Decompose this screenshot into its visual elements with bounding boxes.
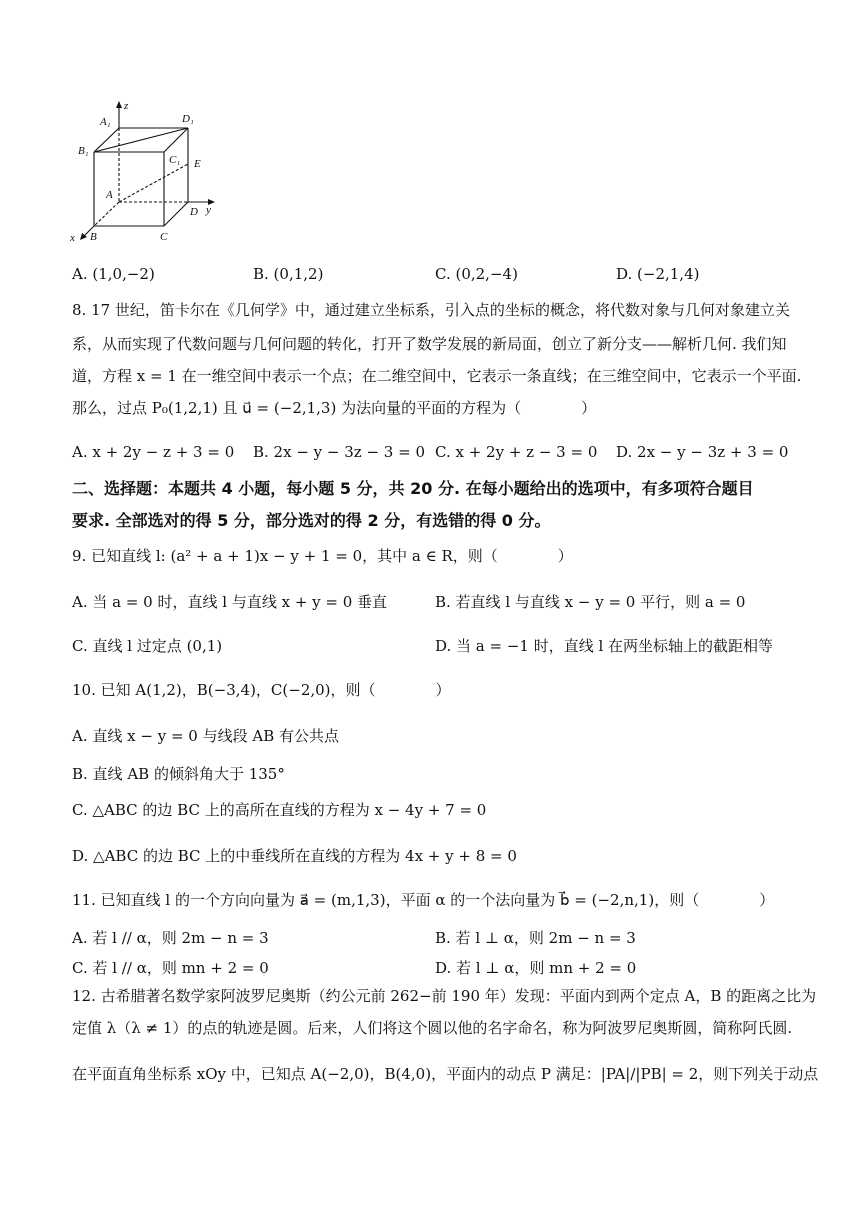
q10-option-b: B. 直线 AB 的倾斜角大于 135° xyxy=(72,765,285,783)
z-arrow xyxy=(116,101,122,108)
q7-option-d: D. (−2,1,4) xyxy=(616,265,700,283)
q11-option-c: C. 若 l // α，则 mn + 2 = 0 xyxy=(72,959,269,977)
q9-option-a: A. 当 a = 0 时，直线 l 与直线 x + y = 0 垂直 xyxy=(72,593,388,611)
section-2-heading-line-1: 二、选择题：本题共 4 小题，每小题 5 分，共 20 分. 在每小题给出的选项中，有多项符合题目 xyxy=(72,479,754,498)
q9-option-c: C. 直线 l 过定点 (0,1) xyxy=(72,637,223,655)
q8-option-d: D. 2x − y − 3z + 3 = 0 xyxy=(616,443,789,461)
q10-option-d: D. △ABC 的边 BC 上的中垂线所在直线的方程为 4x + y + 8 = 0 xyxy=(72,847,517,865)
label-c1: C₁ xyxy=(169,154,181,166)
label-d: D xyxy=(190,206,198,218)
label-a: A xyxy=(106,189,113,201)
q8-line-3: 道，方程 x = 1 在一维空间中表示一个点；在二维空间中，它表示一条直线；在三维空间中，它表示一个平面. xyxy=(72,367,802,385)
q7-option-a: A. (1,0,−2) xyxy=(72,265,155,283)
label-d1: D₁ xyxy=(182,113,194,125)
q12-line-3: 在平面直角坐标系 xOy 中，已知点 A(−2,0)，B(4,0)，平面内的动点 P 满足：|PA|/|PB| = 2，则下列关于动点 xyxy=(72,1065,819,1083)
q12-line-2: 定值 λ（λ ≠ 1）的点的轨迹是圆。后来，人们将这个圆以他的名字命名，称为阿波罗尼奥斯圆，简称阿氏圆. xyxy=(72,1019,793,1037)
q8-line-4: 那么，过点 P₀(1,2,1) 且 u⃗ = (−2,1,3) 为法向量的平面的方程为（ ） xyxy=(72,399,597,417)
q9-option-d: D. 当 a = −1 时，直线 l 在两坐标轴上的截距相等 xyxy=(435,637,774,655)
q12-line-1: 12. 古希腊著名数学家阿波罗尼奥斯（约公元前 262−前 190 年）发现：平面内到两个定点 A，B 的距离之比为 xyxy=(72,987,817,1005)
q7-option-c: C. (0,2,−4) xyxy=(435,265,518,283)
label-a1: A₁ xyxy=(100,116,111,128)
label-y: y xyxy=(206,204,211,216)
label-b1: B₁ xyxy=(78,145,89,157)
edge-b1d1 xyxy=(94,128,188,152)
q7-option-b: B. (0,1,2) xyxy=(253,265,324,283)
q11-option-b: B. 若 l ⊥ α，则 2m − n = 3 xyxy=(435,929,636,947)
section-2-heading-line-2: 要求. 全部选对的得 5 分，部分选对的得 2 分，有选错的得 0 分。 xyxy=(72,511,551,530)
q8-line-2: 系，从而实现了代数问题与几何问题的转化，打开了数学发展的新局面，创立了新分支——解析几何. 我们知 xyxy=(72,335,787,353)
q8-option-b: B. 2x − y − 3z − 3 = 0 xyxy=(253,443,425,461)
cube-figure xyxy=(68,100,218,245)
label-b: B xyxy=(90,231,97,243)
edge-ab xyxy=(94,202,119,226)
q10-option-c: C. △ABC 的边 BC 上的高所在直线的方程为 x − 4y + 7 = 0 xyxy=(72,801,487,819)
q11-stem: 11. 已知直线 l 的一个方向向量为 a⃗ = (m,1,3)，平面 α 的一个法向量为 b⃗ = (−2,n,1)，则（ ） xyxy=(72,891,775,909)
label-e: E xyxy=(194,158,201,170)
segment-ae xyxy=(119,164,188,202)
edge-cd xyxy=(164,202,188,226)
q9-option-b: B. 若直线 l 与直线 x − y = 0 平行，则 a = 0 xyxy=(435,593,746,611)
q11-option-d: D. 若 l ⊥ α，则 mn + 2 = 0 xyxy=(435,959,637,977)
q9-stem: 9. 已知直线 l: (a² + a + 1)x − y + 1 = 0，其中 a ∈ R，则（ ） xyxy=(72,547,573,565)
q8-option-a: A. x + 2y − z + 3 = 0 xyxy=(72,443,235,461)
q10-option-a: A. 直线 x − y = 0 与线段 AB 有公共点 xyxy=(72,727,339,745)
q10-stem: 10. 已知 A(1,2)，B(−3,4)，C(−2,0)，则（ ） xyxy=(72,681,451,699)
label-z: z xyxy=(124,100,129,112)
label-c: C xyxy=(160,231,168,243)
q8-option-c: C. x + 2y + z − 3 = 0 xyxy=(435,443,598,461)
label-x: x xyxy=(70,232,75,244)
q11-option-a: A. 若 l // α，则 2m − n = 3 xyxy=(72,929,269,947)
q8-line-1: 8. 17 世纪，笛卡尔在《几何学》中，通过建立坐标系，引入点的坐标的概念，将代数对象与几何对象建立关 xyxy=(72,301,790,319)
